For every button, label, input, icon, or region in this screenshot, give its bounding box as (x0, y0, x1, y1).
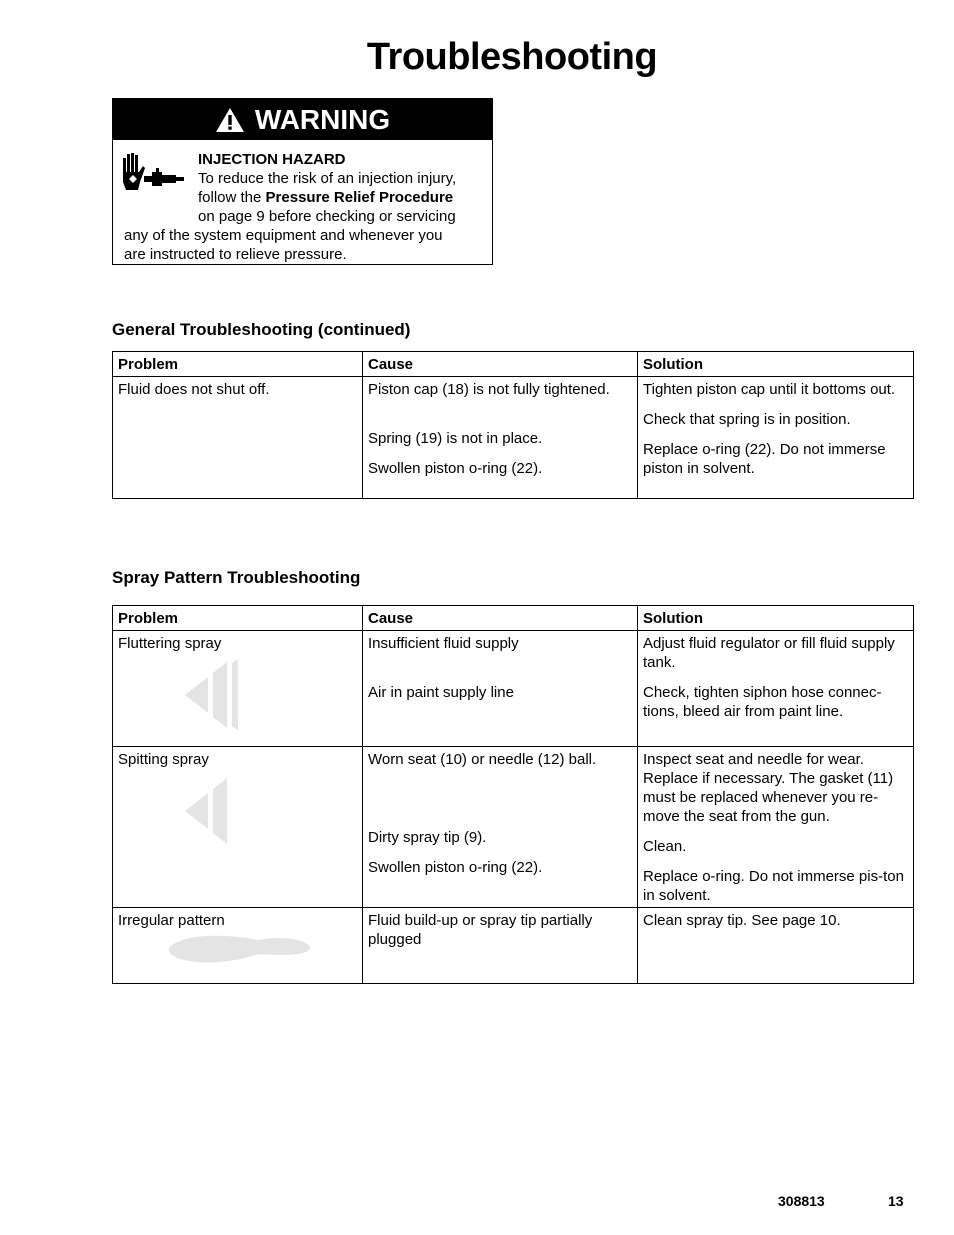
solution-text: Replace o-ring. Do not immerse pis-ton in solvent. (643, 868, 904, 904)
solution-cell (638, 747, 914, 908)
cause-text: Dirty spray tip (9). (368, 829, 487, 846)
cause-text: Worn seat (10) or needle (12) ball. (368, 751, 597, 768)
general-section-title: General Troubleshooting (continued) (112, 320, 411, 339)
warning-box (112, 98, 493, 265)
injection-hazard-icon (120, 152, 186, 196)
header-problem: Problem (113, 352, 363, 377)
pressure-relief-procedure-text: Pressure Relief Procedure (265, 189, 454, 206)
table-row (113, 908, 914, 984)
table-row (113, 377, 914, 499)
header-cause: Cause (363, 352, 638, 377)
solution-text: Check that spring is in position. (643, 411, 851, 428)
table-header-row (113, 352, 914, 377)
cause-text: Insufficient fluid supply (368, 635, 519, 652)
warning-text-5: are instructed to relieve pressure. (124, 246, 347, 263)
cause-text: Fluid build-up or spray tip partially plugged (368, 912, 593, 948)
problem-text: Irregular pattern (118, 912, 225, 929)
solution-text: Inspect seat and needle for wear. Replace if necessary. The gasket (11) must be replaced whenever you re-move the seat from the gun. (643, 751, 894, 825)
warning-label: WARNING (254, 103, 391, 135)
warning-text-1: To reduce the risk of an injection injury, (198, 170, 457, 187)
problem-text: Fluttering spray (118, 635, 222, 652)
warning-header (113, 99, 492, 140)
fluttering-pattern-icon (118, 653, 238, 739)
solution-cell (638, 631, 914, 747)
warning-triangle-icon (215, 107, 245, 133)
spitting-pattern-icon (118, 769, 238, 855)
spray-section-title: Spray Pattern Troubleshooting (112, 568, 361, 587)
cause-cell (363, 747, 638, 908)
cause-cell (363, 631, 638, 747)
general-troubleshooting-table (112, 351, 914, 499)
solution-text: Tighten piston cap until it bottoms out. (643, 381, 896, 398)
page-number: 13 (888, 1193, 904, 1209)
problem-cell (113, 631, 363, 747)
table-row (113, 631, 914, 747)
solution-text: Clean spray tip. See page 10. (643, 912, 841, 929)
warning-text-3: on page 9 before checking or servicing (198, 208, 456, 225)
cause-cell (363, 908, 638, 984)
header-solution: Solution (638, 352, 914, 377)
header-solution: Solution (638, 606, 914, 631)
solution-text: Adjust fluid regulator or fill fluid supply tank. (643, 635, 895, 671)
header-cause: Cause (363, 606, 638, 631)
cause-text: Piston cap (18) is not fully tightened. (368, 381, 610, 398)
warning-text-2: follow the Pressure Relief Procedure (198, 189, 454, 206)
problem-cell (113, 747, 363, 908)
problem-cell: Fluid does not shut off. (113, 377, 363, 499)
solution-cell (638, 908, 914, 984)
cause-text: Swollen piston o-ring (22). (368, 859, 543, 876)
cause-text: Spring (19) is not in place. (368, 430, 543, 447)
irregular-pattern-icon (118, 930, 318, 970)
warning-text-4: any of the system equipment and whenever you (124, 227, 443, 244)
problem-text: Spitting spray (118, 751, 209, 768)
cause-text: Air in paint supply line (368, 684, 514, 701)
spray-troubleshooting-table (112, 605, 914, 984)
warning-body (113, 140, 492, 264)
cause-cell (363, 377, 638, 499)
hazard-title: INJECTION HAZARD (198, 151, 346, 168)
cause-text: Swollen piston o-ring (22). (368, 460, 543, 477)
solution-cell (638, 377, 914, 499)
problem-cell (113, 908, 363, 984)
solution-text: Replace o-ring (22). Do not immerse piston in solvent. (643, 441, 886, 477)
document-number: 308813 (778, 1193, 825, 1209)
table-header-row (113, 606, 914, 631)
header-problem: Problem (113, 606, 363, 631)
solution-text: Check, tighten siphon hose connec-tions, bleed air from paint line. (643, 684, 882, 720)
solution-text: Clean. (643, 838, 687, 855)
table-row (113, 747, 914, 908)
page-title: Troubleshooting (366, 36, 658, 78)
